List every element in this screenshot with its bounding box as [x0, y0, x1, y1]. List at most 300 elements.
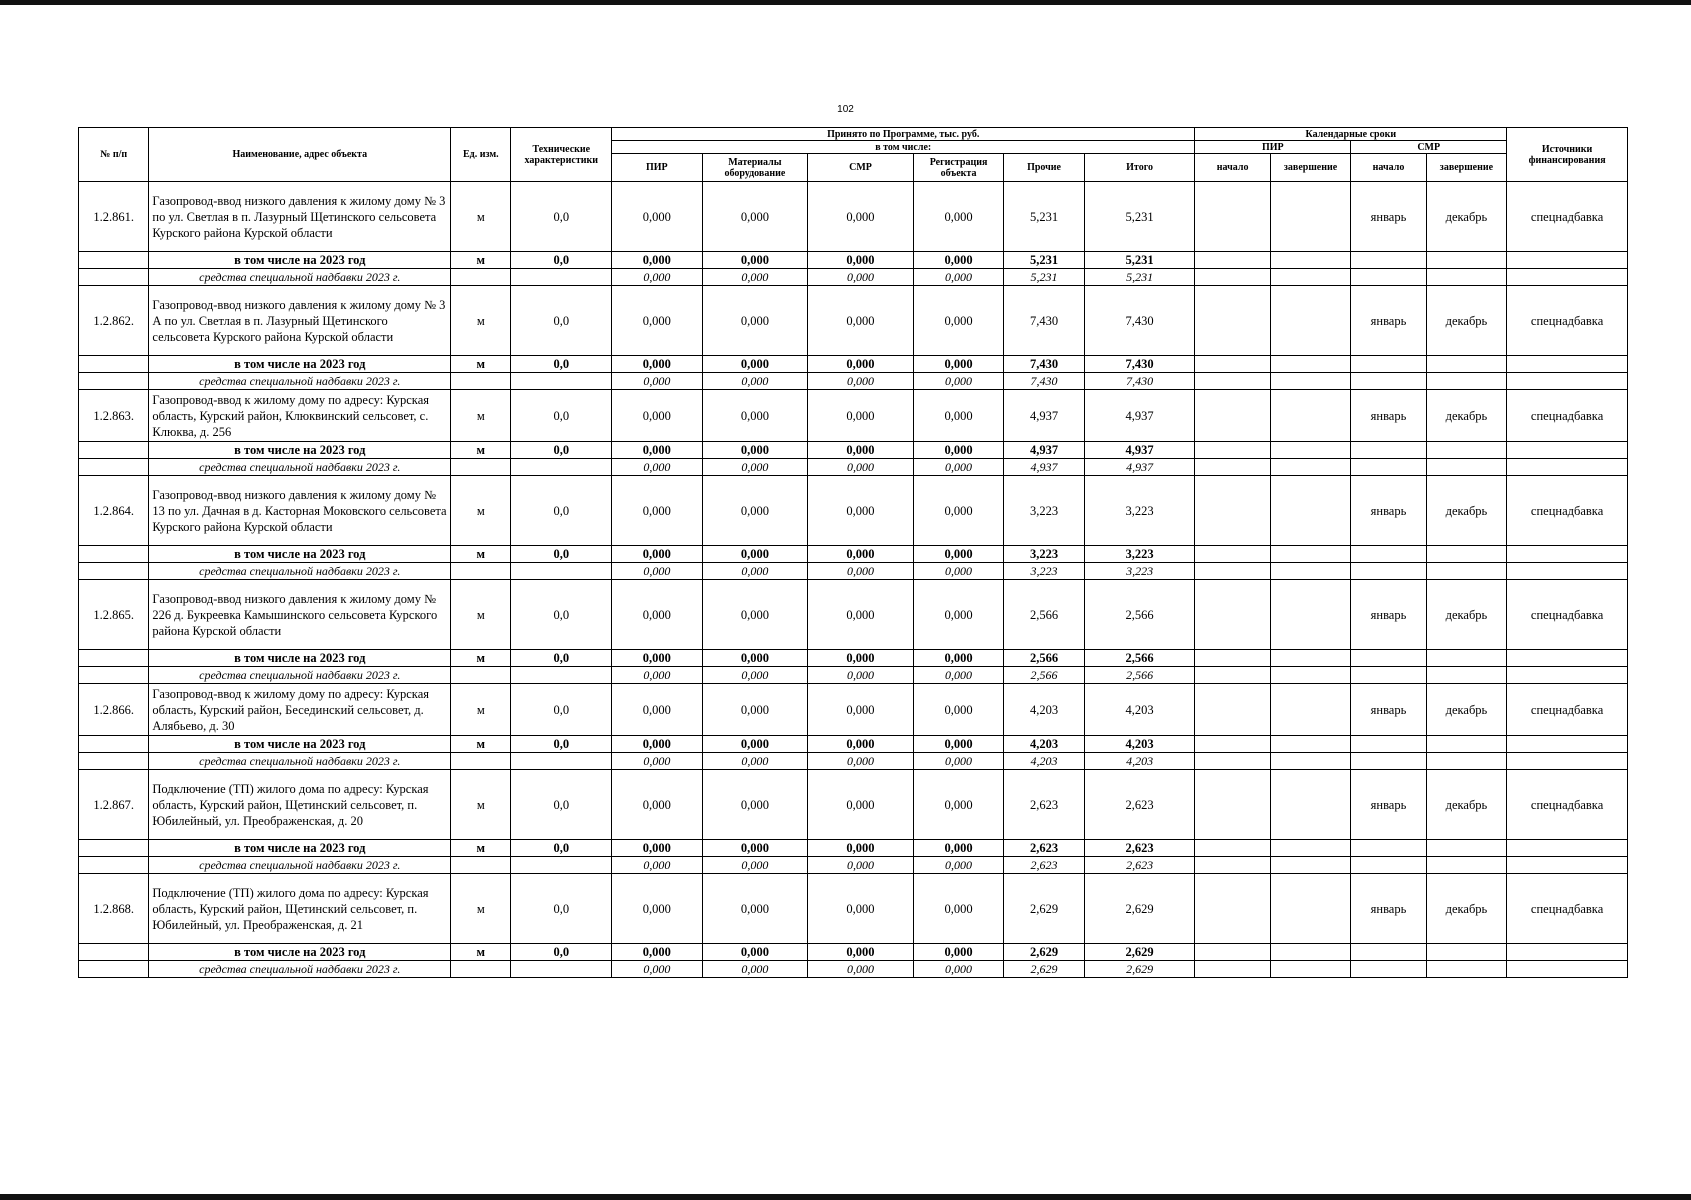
subtotal-blank [1270, 840, 1350, 857]
object-smr-end: декабрь [1426, 684, 1507, 736]
object-pir-end [1270, 874, 1350, 944]
subtotal-label: в том числе на 2023 год [149, 944, 451, 961]
object-pir-end [1270, 286, 1350, 356]
subtotal-materials: 0,000 [702, 736, 808, 753]
subtotal-registration: 0,000 [913, 356, 1004, 373]
fund-blank [1270, 459, 1350, 476]
object-smr-start: январь [1351, 182, 1426, 252]
fund-blank [1426, 961, 1507, 978]
object-other: 3,223 [1004, 476, 1084, 546]
fund-blank [1270, 373, 1350, 390]
object-pir-end [1270, 580, 1350, 650]
header-calendar: Календарные сроки [1195, 128, 1507, 141]
year-subtotal-row [79, 650, 1628, 667]
object-row [79, 684, 1628, 736]
fund-blank [511, 373, 612, 390]
fund-blank [451, 753, 511, 770]
object-pir-start [1195, 286, 1270, 356]
subtotal-smr: 0,000 [808, 840, 914, 857]
object-total: 7,430 [1084, 286, 1195, 356]
object-name: Газопровод-ввод низкого давления к жилому дому № 13 по ул. Дачная в д. Касторная Моковского сельсовета Курского района Курской области [149, 476, 451, 546]
object-pir-start [1195, 182, 1270, 252]
object-name: Газопровод-ввод низкого давления к жилому дому № 3 по ул. Светлая в п. Лазурный Щетинского сельсовета Курского района Курской области [149, 182, 451, 252]
year-subtotal-row [79, 736, 1628, 753]
object-tech: 0,0 [511, 874, 612, 944]
object-other: 7,430 [1004, 286, 1084, 356]
fund-source-row [79, 563, 1628, 580]
subtotal-unit: м [451, 840, 511, 857]
object-smr-end: декабрь [1426, 476, 1507, 546]
subtotal-other: 2,629 [1004, 944, 1084, 961]
object-materials: 0,000 [702, 286, 808, 356]
object-smr-end: декабрь [1426, 182, 1507, 252]
object-registration: 0,000 [913, 182, 1004, 252]
subtotal-label: в том числе на 2023 год [149, 356, 451, 373]
subtotal-tech: 0,0 [511, 944, 612, 961]
subtotal-blank [1195, 252, 1270, 269]
subtotal-smr: 0,000 [808, 650, 914, 667]
subtotal-blank [1507, 650, 1628, 667]
object-pir-start [1195, 476, 1270, 546]
fund-blank [1426, 269, 1507, 286]
object-id: 1.2.861. [79, 182, 149, 252]
fund-registration: 0,000 [913, 961, 1004, 978]
subtotal-unit: м [451, 736, 511, 753]
fund-other: 7,430 [1004, 373, 1084, 390]
object-smr-start: январь [1351, 874, 1426, 944]
fund-blank [1195, 459, 1270, 476]
subtotal-other: 4,203 [1004, 736, 1084, 753]
header-incl: в том числе: [612, 141, 1195, 154]
object-pir-start [1195, 390, 1270, 442]
subtotal-blank [1507, 252, 1628, 269]
object-smr-end: декабрь [1426, 286, 1507, 356]
header-other: Прочие [1004, 154, 1084, 182]
subtotal-blank [1507, 442, 1628, 459]
subtotal-label: в том числе на 2023 год [149, 442, 451, 459]
subtotal-blank [1426, 736, 1507, 753]
fund-source-row [79, 269, 1628, 286]
subtotal-smr: 0,000 [808, 252, 914, 269]
fund-other: 2,629 [1004, 961, 1084, 978]
fund-materials: 0,000 [702, 459, 808, 476]
subtotal-registration: 0,000 [913, 840, 1004, 857]
object-pir: 0,000 [612, 390, 703, 442]
subtotal-blank [79, 650, 149, 667]
object-smr-start: январь [1351, 476, 1426, 546]
fund-blank [511, 961, 612, 978]
subtotal-tech: 0,0 [511, 650, 612, 667]
object-smr-start: январь [1351, 286, 1426, 356]
object-registration: 0,000 [913, 874, 1004, 944]
subtotal-other: 2,566 [1004, 650, 1084, 667]
object-total: 4,937 [1084, 390, 1195, 442]
fund-blank [1426, 857, 1507, 874]
object-source: спецнадбавка [1507, 476, 1628, 546]
subtotal-blank [79, 442, 149, 459]
fund-label: средства специальной надбавки 2023 г. [149, 753, 451, 770]
fund-blank [1270, 753, 1350, 770]
fund-blank [1351, 753, 1426, 770]
subtotal-blank [79, 736, 149, 753]
object-pir-end [1270, 770, 1350, 840]
subtotal-unit: м [451, 442, 511, 459]
object-smr: 0,000 [808, 874, 914, 944]
fund-blank [1195, 373, 1270, 390]
subtotal-registration: 0,000 [913, 252, 1004, 269]
fund-smr: 0,000 [808, 857, 914, 874]
subtotal-blank [1270, 546, 1350, 563]
year-subtotal-row [79, 944, 1628, 961]
object-smr: 0,000 [808, 182, 914, 252]
fund-blank [1507, 563, 1628, 580]
object-name: Газопровод-ввод низкого давления к жилому дому № 3 А по ул. Светлая в п. Лазурный Щетинского сельсовета Курского района Курской области [149, 286, 451, 356]
object-unit: м [451, 770, 511, 840]
fund-source-row [79, 753, 1628, 770]
object-registration: 0,000 [913, 390, 1004, 442]
object-pir: 0,000 [612, 182, 703, 252]
object-source: спецнадбавка [1507, 684, 1628, 736]
object-pir: 0,000 [612, 684, 703, 736]
object-source: спецнадбавка [1507, 390, 1628, 442]
fund-blank [1426, 753, 1507, 770]
year-subtotal-row [79, 546, 1628, 563]
subtotal-tech: 0,0 [511, 736, 612, 753]
fund-smr: 0,000 [808, 269, 914, 286]
fund-source-row [79, 373, 1628, 390]
object-tech: 0,0 [511, 770, 612, 840]
fund-blank [451, 459, 511, 476]
fund-total: 2,629 [1084, 961, 1195, 978]
subtotal-blank [79, 252, 149, 269]
object-smr: 0,000 [808, 580, 914, 650]
fund-blank [79, 269, 149, 286]
object-pir-start [1195, 580, 1270, 650]
fund-total: 3,223 [1084, 563, 1195, 580]
subtotal-blank [1270, 736, 1350, 753]
fund-label: средства специальной надбавки 2023 г. [149, 563, 451, 580]
object-row [79, 580, 1628, 650]
object-registration: 0,000 [913, 684, 1004, 736]
fund-blank [451, 667, 511, 684]
object-registration: 0,000 [913, 770, 1004, 840]
fund-blank [451, 269, 511, 286]
fund-other: 3,223 [1004, 563, 1084, 580]
object-source: спецнадбавка [1507, 580, 1628, 650]
subtotal-materials: 0,000 [702, 840, 808, 857]
object-pir-end [1270, 182, 1350, 252]
subtotal-blank [79, 546, 149, 563]
object-row [79, 286, 1628, 356]
subtotal-pir: 0,000 [612, 442, 703, 459]
object-total: 2,629 [1084, 874, 1195, 944]
header-sources: Источники финансирования [1507, 128, 1628, 182]
subtotal-blank [1270, 944, 1350, 961]
subtotal-total: 4,203 [1084, 736, 1195, 753]
header-cal-smr: СМР [1351, 141, 1507, 154]
object-smr-start: январь [1351, 580, 1426, 650]
subtotal-label: в том числе на 2023 год [149, 252, 451, 269]
subtotal-tech: 0,0 [511, 840, 612, 857]
header-smr: СМР [808, 154, 914, 182]
subtotal-pir: 0,000 [612, 944, 703, 961]
fund-blank [451, 857, 511, 874]
year-subtotal-row [79, 840, 1628, 857]
subtotal-unit: м [451, 650, 511, 667]
subtotal-label: в том числе на 2023 год [149, 736, 451, 753]
fund-blank [1507, 667, 1628, 684]
subtotal-label: в том числе на 2023 год [149, 546, 451, 563]
object-total: 4,203 [1084, 684, 1195, 736]
object-row [79, 182, 1628, 252]
object-smr: 0,000 [808, 476, 914, 546]
object-total: 2,623 [1084, 770, 1195, 840]
object-pir: 0,000 [612, 874, 703, 944]
object-smr-end: декабрь [1426, 580, 1507, 650]
object-other: 2,629 [1004, 874, 1084, 944]
fund-blank [451, 563, 511, 580]
fund-label: средства специальной надбавки 2023 г. [149, 667, 451, 684]
subtotal-blank [1426, 442, 1507, 459]
object-source: спецнадбавка [1507, 286, 1628, 356]
object-row [79, 770, 1628, 840]
subtotal-blank [1270, 650, 1350, 667]
subtotal-blank [1351, 356, 1426, 373]
object-unit: м [451, 580, 511, 650]
object-materials: 0,000 [702, 580, 808, 650]
object-id: 1.2.867. [79, 770, 149, 840]
subtotal-blank [1426, 840, 1507, 857]
object-source: спецнадбавка [1507, 874, 1628, 944]
subtotal-materials: 0,000 [702, 442, 808, 459]
subtotal-total: 4,937 [1084, 442, 1195, 459]
object-pir-end [1270, 684, 1350, 736]
subtotal-unit: м [451, 356, 511, 373]
object-pir: 0,000 [612, 580, 703, 650]
fund-source-row [79, 667, 1628, 684]
subtotal-total: 5,231 [1084, 252, 1195, 269]
subtotal-materials: 0,000 [702, 252, 808, 269]
fund-pir: 0,000 [612, 269, 703, 286]
fund-label: средства специальной надбавки 2023 г. [149, 373, 451, 390]
fund-blank [511, 269, 612, 286]
fund-pir: 0,000 [612, 857, 703, 874]
subtotal-other: 3,223 [1004, 546, 1084, 563]
fund-blank [511, 667, 612, 684]
object-id: 1.2.865. [79, 580, 149, 650]
fund-blank [1195, 269, 1270, 286]
fund-pir: 0,000 [612, 961, 703, 978]
fund-smr: 0,000 [808, 373, 914, 390]
fund-materials: 0,000 [702, 373, 808, 390]
fund-label: средства специальной надбавки 2023 г. [149, 857, 451, 874]
fund-blank [1195, 961, 1270, 978]
object-pir-end [1270, 390, 1350, 442]
subtotal-blank [1195, 546, 1270, 563]
subtotal-pir: 0,000 [612, 840, 703, 857]
subtotal-registration: 0,000 [913, 650, 1004, 667]
fund-label: средства специальной надбавки 2023 г. [149, 961, 451, 978]
subtotal-pir: 0,000 [612, 650, 703, 667]
scan-bottom-border [0, 1194, 1691, 1200]
header-name: Наименование, адрес объекта [149, 128, 451, 182]
fund-blank [1507, 459, 1628, 476]
subtotal-blank [1351, 944, 1426, 961]
subtotal-blank [79, 356, 149, 373]
fund-blank [511, 857, 612, 874]
subtotal-blank [1351, 252, 1426, 269]
fund-label: средства специальной надбавки 2023 г. [149, 269, 451, 286]
object-id: 1.2.862. [79, 286, 149, 356]
fund-blank [1507, 753, 1628, 770]
fund-blank [1426, 667, 1507, 684]
object-registration: 0,000 [913, 476, 1004, 546]
fund-source-row [79, 857, 1628, 874]
object-name: Газопровод-ввод к жилому дому по адресу: Курская область, Курский район, Бесединский сельсовет, д. Алябьево, д. 30 [149, 684, 451, 736]
fund-blank [1507, 373, 1628, 390]
page-number: 102 [837, 104, 854, 115]
subtotal-total: 2,629 [1084, 944, 1195, 961]
fund-materials: 0,000 [702, 753, 808, 770]
fund-registration: 0,000 [913, 459, 1004, 476]
subtotal-total: 2,566 [1084, 650, 1195, 667]
subtotal-blank [1507, 840, 1628, 857]
fund-source-row [79, 459, 1628, 476]
year-subtotal-row [79, 356, 1628, 373]
fund-blank [1351, 667, 1426, 684]
fund-registration: 0,000 [913, 857, 1004, 874]
object-tech: 0,0 [511, 182, 612, 252]
fund-blank [79, 961, 149, 978]
object-pir-start [1195, 874, 1270, 944]
fund-pir: 0,000 [612, 667, 703, 684]
subtotal-registration: 0,000 [913, 736, 1004, 753]
subtotal-other: 4,937 [1004, 442, 1084, 459]
subtotal-smr: 0,000 [808, 546, 914, 563]
object-registration: 0,000 [913, 286, 1004, 356]
object-other: 5,231 [1004, 182, 1084, 252]
fund-blank [1270, 563, 1350, 580]
object-other: 2,623 [1004, 770, 1084, 840]
subtotal-blank [1351, 736, 1426, 753]
subtotal-blank [1426, 546, 1507, 563]
fund-blank [1507, 857, 1628, 874]
subtotal-blank [1351, 442, 1426, 459]
object-name: Подключение (ТП) жилого дома по адресу: Курская область, Курский район, Щетинский сельсовет, п. Юбилейный, ул. Преображенская, д. 21 [149, 874, 451, 944]
object-row [79, 390, 1628, 442]
fund-registration: 0,000 [913, 373, 1004, 390]
subtotal-materials: 0,000 [702, 650, 808, 667]
subtotal-unit: м [451, 546, 511, 563]
subtotal-blank [1195, 944, 1270, 961]
fund-blank [511, 563, 612, 580]
object-pir-start [1195, 684, 1270, 736]
subtotal-blank [1507, 546, 1628, 563]
fund-blank [79, 459, 149, 476]
object-materials: 0,000 [702, 770, 808, 840]
object-materials: 0,000 [702, 684, 808, 736]
object-materials: 0,000 [702, 476, 808, 546]
fund-blank [1426, 563, 1507, 580]
fund-total: 5,231 [1084, 269, 1195, 286]
object-materials: 0,000 [702, 182, 808, 252]
fund-blank [79, 753, 149, 770]
object-id: 1.2.864. [79, 476, 149, 546]
object-other: 2,566 [1004, 580, 1084, 650]
fund-total: 4,937 [1084, 459, 1195, 476]
fund-materials: 0,000 [702, 667, 808, 684]
fund-total: 2,566 [1084, 667, 1195, 684]
object-unit: м [451, 286, 511, 356]
object-tech: 0,0 [511, 390, 612, 442]
header-smr-end: завершение [1426, 154, 1507, 182]
fund-blank [79, 667, 149, 684]
object-smr: 0,000 [808, 390, 914, 442]
header-smr-start: начало [1351, 154, 1426, 182]
fund-blank [451, 961, 511, 978]
program-table [78, 127, 1628, 978]
header-registration: Регистрация объекта [913, 154, 1004, 182]
subtotal-total: 3,223 [1084, 546, 1195, 563]
object-smr-start: январь [1351, 390, 1426, 442]
subtotal-smr: 0,000 [808, 736, 914, 753]
subtotal-blank [1270, 252, 1350, 269]
fund-blank [1507, 269, 1628, 286]
fund-smr: 0,000 [808, 753, 914, 770]
fund-other: 4,203 [1004, 753, 1084, 770]
fund-pir: 0,000 [612, 373, 703, 390]
year-subtotal-row [79, 252, 1628, 269]
subtotal-blank [1195, 650, 1270, 667]
subtotal-blank [1426, 252, 1507, 269]
fund-other: 5,231 [1004, 269, 1084, 286]
fund-blank [1195, 563, 1270, 580]
subtotal-label: в том числе на 2023 год [149, 650, 451, 667]
subtotal-tech: 0,0 [511, 356, 612, 373]
object-id: 1.2.866. [79, 684, 149, 736]
subtotal-blank [79, 840, 149, 857]
fund-source-row [79, 961, 1628, 978]
fund-materials: 0,000 [702, 269, 808, 286]
subtotal-other: 2,623 [1004, 840, 1084, 857]
subtotal-registration: 0,000 [913, 546, 1004, 563]
object-name: Газопровод-ввод к жилому дому по адресу: Курская область, Курский район, Клюквинский сельсовет, с. Клюква, д. 256 [149, 390, 451, 442]
fund-pir: 0,000 [612, 459, 703, 476]
object-smr: 0,000 [808, 684, 914, 736]
subtotal-unit: м [451, 944, 511, 961]
subtotal-blank [1426, 650, 1507, 667]
subtotal-blank [1507, 356, 1628, 373]
subtotal-materials: 0,000 [702, 944, 808, 961]
subtotal-total: 2,623 [1084, 840, 1195, 857]
header-pir-start: начало [1195, 154, 1270, 182]
fund-total: 2,623 [1084, 857, 1195, 874]
fund-blank [1351, 269, 1426, 286]
fund-pir: 0,000 [612, 753, 703, 770]
fund-blank [1270, 961, 1350, 978]
fund-other: 2,623 [1004, 857, 1084, 874]
fund-materials: 0,000 [702, 563, 808, 580]
object-smr: 0,000 [808, 286, 914, 356]
fund-smr: 0,000 [808, 667, 914, 684]
object-tech: 0,0 [511, 684, 612, 736]
header-total: Итого [1084, 154, 1195, 182]
object-smr-start: январь [1351, 770, 1426, 840]
fund-blank [1351, 459, 1426, 476]
subtotal-other: 5,231 [1004, 252, 1084, 269]
subtotal-pir: 0,000 [612, 736, 703, 753]
subtotal-registration: 0,000 [913, 944, 1004, 961]
